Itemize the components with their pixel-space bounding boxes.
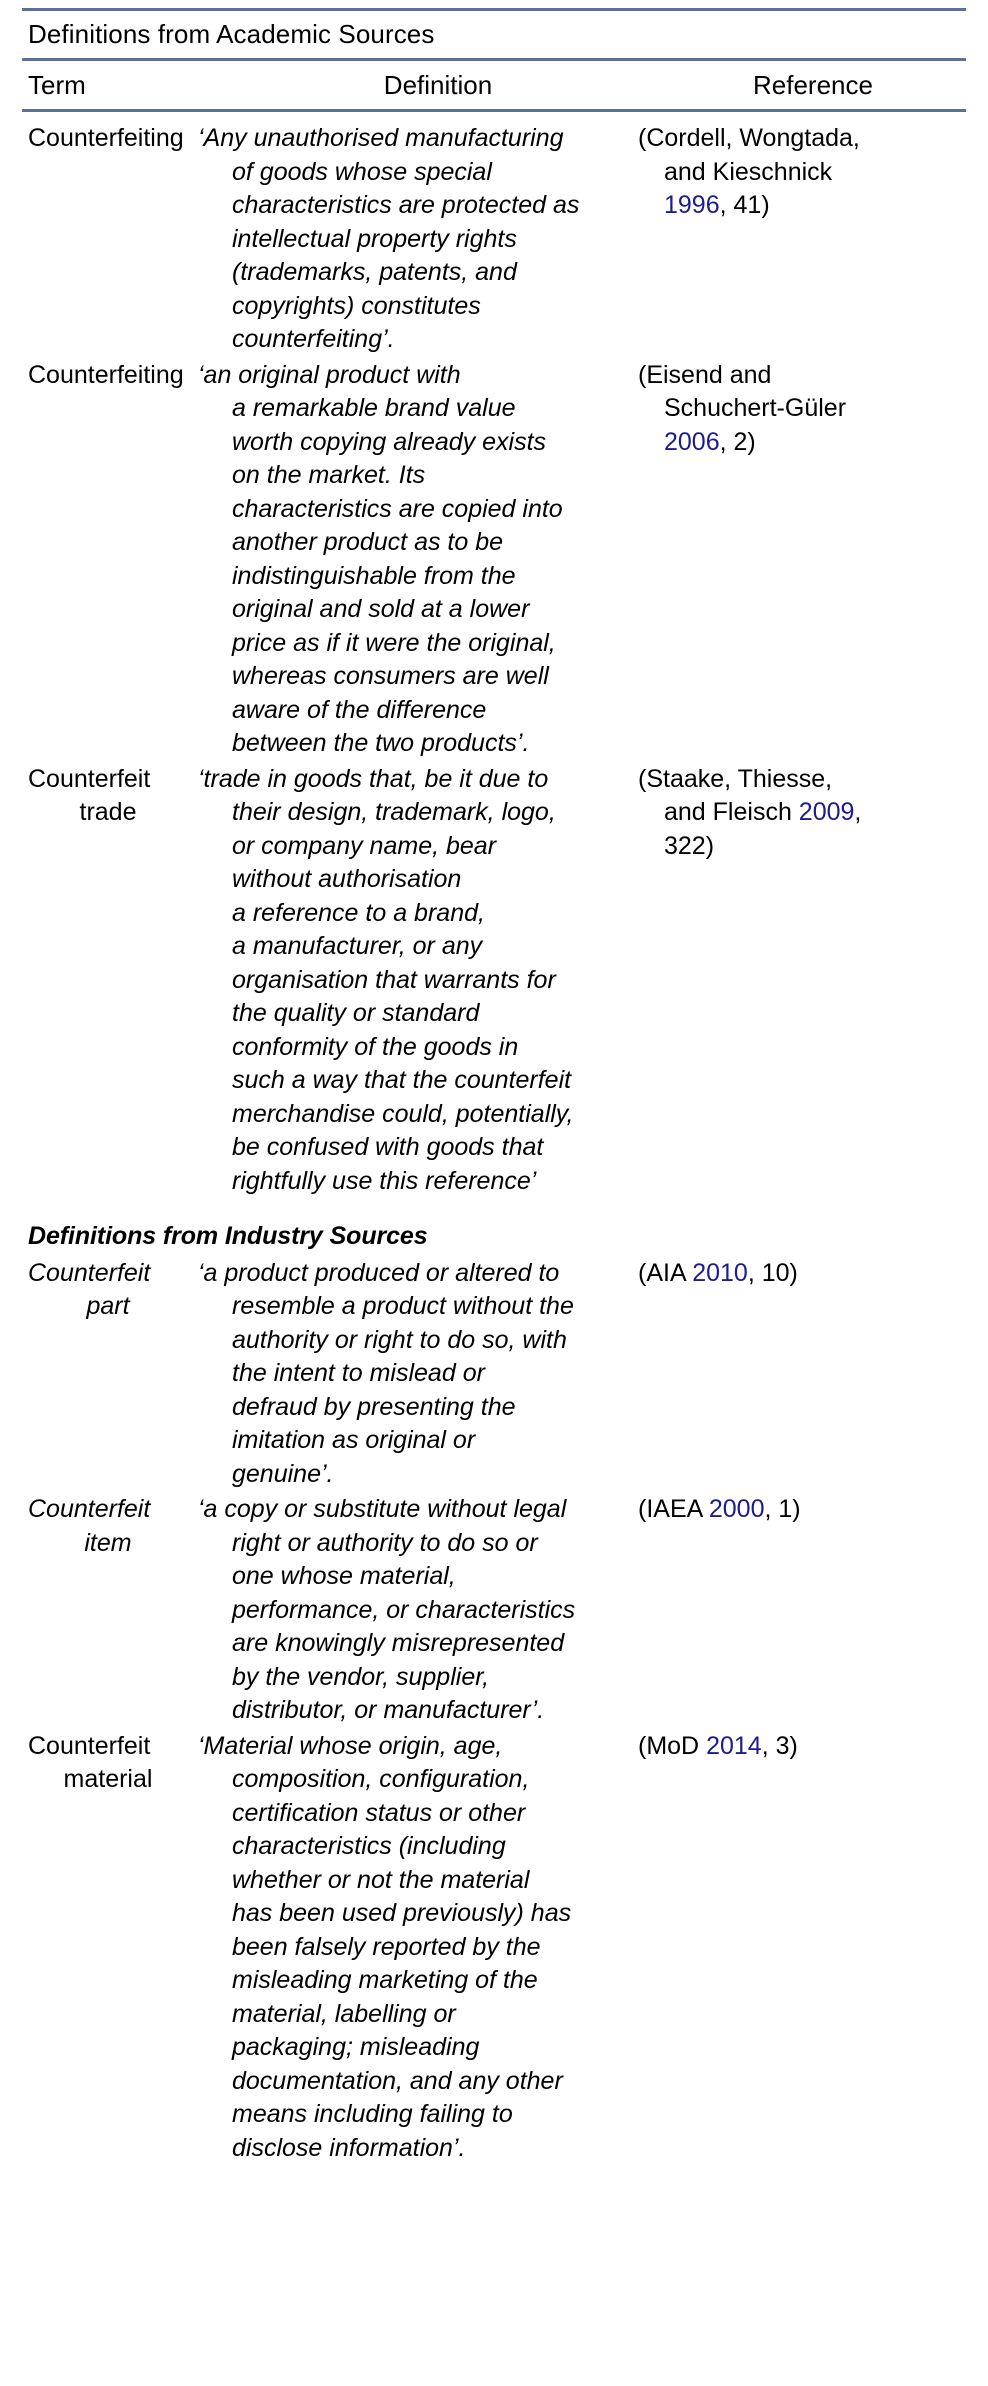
definition-line: ‘Material whose origin, age, <box>198 1731 503 1760</box>
definition-line: between the two products’. <box>232 729 530 757</box>
definition-line: a reference to a brand, <box>232 898 485 927</box>
reference-text: , <box>854 798 862 826</box>
definition-line: ‘a product produced or altered to <box>198 1258 560 1287</box>
cell-reference <box>628 359 966 460</box>
definition-line: copyrights) constitutes <box>232 291 481 320</box>
definition-line: aware of the difference <box>232 695 487 724</box>
definition-line: ‘an original product with <box>198 360 461 389</box>
table-row <box>22 1257 966 1494</box>
reference-line <box>638 392 966 426</box>
cell-reference <box>628 1730 966 1764</box>
definition-line: documentation, and any other <box>232 2066 563 2095</box>
cell-term <box>22 1730 198 1797</box>
cell-term <box>22 122 198 156</box>
term-line: part <box>86 1292 130 1320</box>
cell-reference <box>628 763 966 864</box>
reference-text: (MoD <box>638 1731 707 1760</box>
definition-line: their design, trademark, logo, <box>232 798 556 826</box>
definition-line: counterfeiting’. <box>232 325 395 353</box>
reference-text: , 2) <box>719 427 756 456</box>
reference-text: (Staake, Thiesse, <box>638 764 833 793</box>
term-line: item <box>84 1528 132 1557</box>
term-line: Counterfeit <box>28 1731 151 1760</box>
reference-year-link[interactable]: 2014 <box>706 1731 762 1760</box>
definition-line: distributor, or manufacturer’. <box>232 1696 545 1724</box>
definition-line: the quality or standard <box>232 999 480 1027</box>
definition-line: conformity of the goods in <box>232 1032 519 1061</box>
reference-year-link[interactable]: 2000 <box>708 1495 765 1523</box>
term-line: Counterfeiting <box>28 360 184 389</box>
term-line: Counterfeiting <box>28 124 184 152</box>
definition-line: (trademarks, patents, and <box>232 258 517 286</box>
column-header-definition: Definition <box>383 70 493 100</box>
definition-line: composition, configuration, <box>232 1765 530 1793</box>
definition-line: such a way that the counterfeit <box>232 1066 572 1094</box>
cell-reference <box>628 1257 966 1291</box>
definition-line: imitation as original or <box>232 1426 476 1454</box>
cell-term <box>22 763 198 830</box>
definition-line: a manufacturer, or any <box>232 932 483 960</box>
term-line: trade <box>79 798 137 826</box>
term-line: Counterfeit <box>28 764 151 793</box>
reference-text: 322) <box>664 831 715 860</box>
cell-term <box>22 359 198 393</box>
definition-line: original and sold at a lower <box>232 595 530 623</box>
reference-text: , 10) <box>747 1258 798 1287</box>
table-header-row <box>22 61 966 109</box>
definition-line: ‘Any unauthorised manufacturing <box>198 124 564 152</box>
cell-term <box>22 1257 198 1324</box>
cell-reference <box>628 122 966 223</box>
reference-line <box>638 1493 966 1527</box>
definition-line: means including failing to <box>232 2100 513 2128</box>
table-row <box>22 1730 966 2168</box>
definition-line: whereas consumers are well <box>232 662 549 690</box>
reference-year-link[interactable]: 2009 <box>798 798 855 826</box>
table-section-heading-industry: Definitions from Industry Sources <box>28 1222 428 1250</box>
definition-line: the intent to mislead or <box>232 1359 485 1387</box>
reference-line <box>638 1730 966 1764</box>
definition-line: authority or right to do so, with <box>232 1325 567 1354</box>
definition-line: certification status or other <box>232 1798 526 1827</box>
definition-line: been falsely reported by the <box>232 1932 541 1961</box>
definition-line: performance, or characteristics <box>232 1595 576 1624</box>
reference-line <box>638 189 966 223</box>
definition-line: packaging; misleading <box>232 2033 480 2061</box>
definition-line: resemble a product without the <box>232 1292 574 1320</box>
table-row <box>22 359 966 763</box>
reference-year-link[interactable]: 2010 <box>692 1258 748 1287</box>
cell-definition <box>198 1493 628 1728</box>
definition-line: disclose information’. <box>232 2133 466 2162</box>
reference-line <box>638 763 966 797</box>
cell-definition <box>198 122 628 357</box>
cell-reference <box>628 1493 966 1527</box>
definition-line: be confused with goods that <box>232 1133 544 1161</box>
reference-text: , 41) <box>719 191 770 219</box>
definition-line: ‘trade in goods that, be it due to <box>198 764 549 793</box>
definition-line: genuine’. <box>232 1459 334 1488</box>
definition-line: defraud by presenting the <box>232 1392 516 1421</box>
reference-text: (AIA <box>638 1258 693 1287</box>
table-row <box>22 122 966 359</box>
reference-year-link[interactable]: 2006 <box>664 427 720 456</box>
definition-line: on the market. Its <box>232 461 426 489</box>
table-row <box>22 763 966 1201</box>
column-header-reference: Reference <box>753 70 873 100</box>
reference-line <box>638 830 966 864</box>
definition-line: indistinguishable from the <box>232 561 516 590</box>
definition-line: intellectual property rights <box>232 224 517 253</box>
column-header-term: Term <box>28 70 86 100</box>
reference-text: , 3) <box>761 1731 798 1760</box>
definition-line: one whose material, <box>232 1562 456 1590</box>
definition-line: another product as to be <box>232 528 504 556</box>
definition-line: characteristics (including <box>232 1832 506 1860</box>
cell-definition <box>198 359 628 761</box>
definition-line: characteristics are copied into <box>232 494 563 523</box>
reference-line <box>638 359 966 393</box>
definition-line: are knowingly misrepresented <box>232 1629 565 1657</box>
table-row <box>22 1493 966 1730</box>
term-line: Counterfeit <box>28 1258 151 1287</box>
definition-line: or company name, bear <box>232 831 497 860</box>
reference-text: (Cordell, Wongtada, <box>638 124 860 152</box>
reference-line <box>638 122 966 156</box>
definition-line: has been used previously) has <box>232 1899 572 1927</box>
cell-definition <box>198 763 628 1199</box>
term-line: Counterfeit <box>28 1495 151 1523</box>
definition-line: ‘a copy or substitute without legal <box>198 1495 567 1523</box>
definition-line: organisation that warrants for <box>232 965 556 994</box>
table-group-title: Definitions from Academic Sources <box>28 19 435 49</box>
reference-text: (Eisend and <box>638 360 772 389</box>
definition-line: by the vendor, supplier, <box>232 1662 490 1691</box>
definition-line: right or authority to do so or <box>232 1528 538 1557</box>
definition-line: without authorisation <box>232 865 462 893</box>
reference-year-link[interactable]: 1996 <box>664 191 720 219</box>
definition-line: material, labelling or <box>232 1999 456 2028</box>
reference-line <box>638 426 966 460</box>
definition-line: a remarkable brand value <box>232 394 516 422</box>
cell-definition <box>198 1257 628 1492</box>
definition-line: misleading marketing of the <box>232 1966 538 1994</box>
definition-line: of goods whose special <box>232 157 492 186</box>
reference-text: , 1) <box>764 1495 801 1523</box>
definition-line: merchandise could, potentially, <box>232 1099 574 1128</box>
cell-definition <box>198 1730 628 2166</box>
definition-line: price as if it were the original, <box>232 628 556 657</box>
definition-line: worth copying already exists <box>232 427 547 456</box>
table-body <box>22 112 966 2167</box>
definition-line: characteristics are protected as <box>232 191 580 219</box>
cell-term <box>22 1493 198 1560</box>
reference-text: (IAEA <box>638 1495 709 1523</box>
reference-line <box>638 1257 966 1291</box>
reference-line <box>638 156 966 190</box>
definitions-table-page <box>0 8 988 2386</box>
reference-text: and Fleisch <box>664 798 799 826</box>
reference-text: and Kieschnick <box>664 157 833 186</box>
definition-line: whether or not the material <box>232 1865 530 1894</box>
definition-line: rightfully use this reference’ <box>232 1166 537 1195</box>
reference-line <box>638 796 966 830</box>
reference-text: Schuchert-Güler <box>664 394 847 422</box>
term-line: material <box>63 1765 153 1793</box>
